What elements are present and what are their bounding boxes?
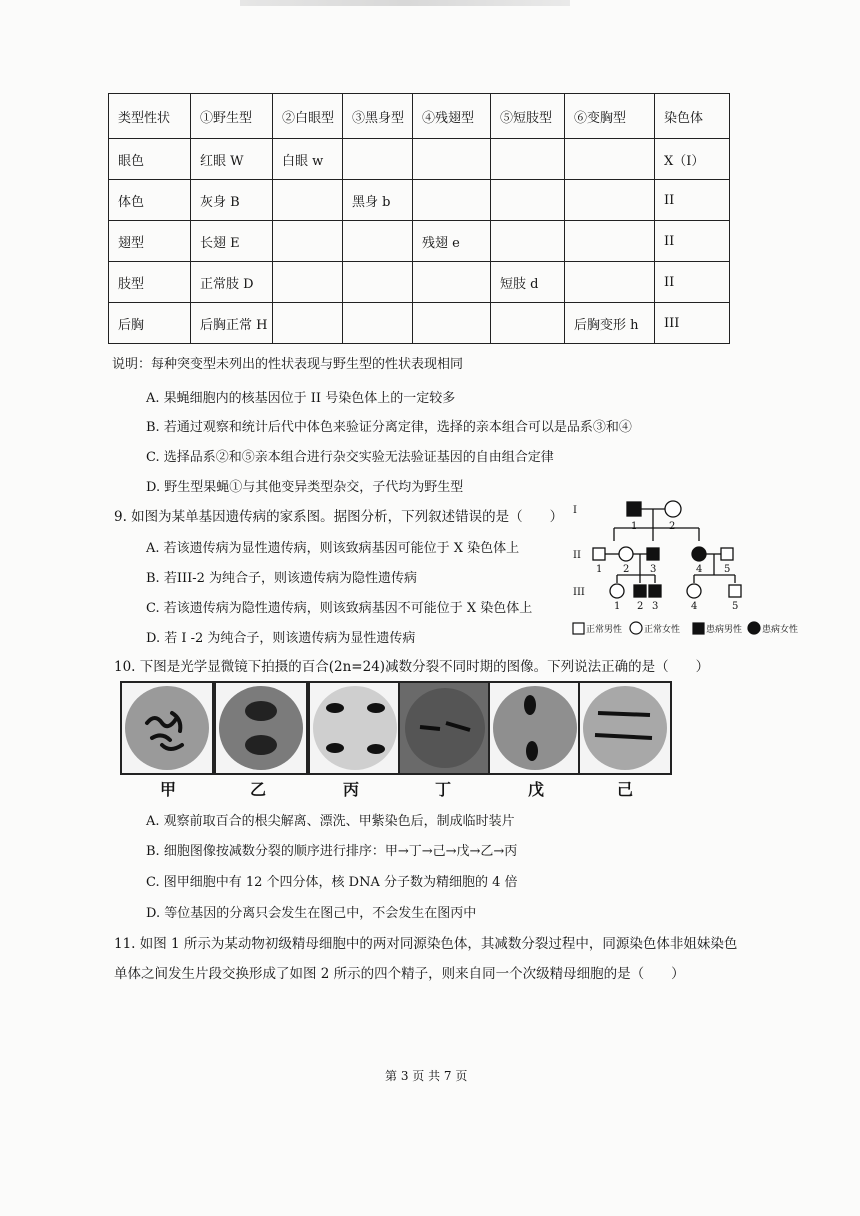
table-cell bbox=[343, 262, 413, 303]
gen2-number: 1 bbox=[596, 564, 603, 575]
table-cell bbox=[491, 139, 565, 180]
table-cell: 后胸变形 h bbox=[565, 303, 655, 344]
legend-affected-female-icon bbox=[748, 622, 760, 634]
legend-label: 患病女性 bbox=[762, 625, 799, 635]
gen3-number: 4 bbox=[691, 601, 698, 612]
table-cell bbox=[565, 262, 655, 303]
table-row bbox=[109, 221, 730, 262]
table-cell bbox=[413, 180, 491, 221]
table-cell: II bbox=[655, 262, 730, 303]
i2-normal-female bbox=[665, 501, 681, 517]
gen2-number: 4 bbox=[696, 564, 703, 575]
legend-label: 正常女性 bbox=[644, 625, 681, 635]
micrograph-yi bbox=[214, 681, 308, 775]
caption-ji: 己 bbox=[617, 780, 634, 799]
generation-label-iii: III bbox=[573, 587, 585, 598]
legend-normal-male-icon bbox=[573, 623, 584, 634]
table-cell bbox=[491, 180, 565, 221]
table-row bbox=[109, 262, 730, 303]
table-cell: 翅型 bbox=[109, 221, 191, 262]
table-cell: 后胸 bbox=[109, 303, 191, 344]
gen1-number: 1 bbox=[631, 521, 638, 532]
q10-option-b: B. 细胞图像按减数分裂的顺序进行排序：甲→丁→己→戊→乙→丙 bbox=[146, 844, 518, 859]
q8-option-b: B. 若通过观察和统计后代中体色来验证分离定律，选择的亲本组合可以是品系③和④ bbox=[146, 420, 632, 435]
table-cell: 正常肢 D bbox=[191, 262, 273, 303]
table-header-cell: ②白眼型 bbox=[273, 94, 343, 139]
table-cell bbox=[565, 221, 655, 262]
legend-label: 正常男性 bbox=[586, 625, 623, 635]
table-row bbox=[109, 139, 730, 180]
micrograph-bing bbox=[308, 681, 402, 775]
iii3-affected-male bbox=[649, 585, 661, 597]
table-cell: X（I） bbox=[655, 139, 730, 180]
iii2-affected-male bbox=[634, 585, 646, 597]
top-scan-residue bbox=[240, 0, 570, 6]
table-row bbox=[109, 180, 730, 221]
micrograph-ji bbox=[578, 681, 672, 775]
ii3-affected-male bbox=[647, 548, 659, 560]
table-cell: 后胸正常 H bbox=[191, 303, 273, 344]
q9-option-b: B. 若III-2 为纯合子，则该遗传病为隐性遗传病 bbox=[146, 571, 418, 586]
table-cell: 眼色 bbox=[109, 139, 191, 180]
ii5-normal-male bbox=[721, 548, 733, 560]
table-header-cell: ⑤短肢型 bbox=[491, 94, 565, 139]
table-cell bbox=[565, 180, 655, 221]
iii5-normal-male bbox=[729, 585, 741, 597]
table-cell bbox=[413, 139, 491, 180]
table-cell bbox=[565, 139, 655, 180]
table-note: 说明：每种突变型未列出的性状表现与野生型的性状表现相同 bbox=[112, 357, 464, 372]
q9-stem: 9. 如图为某单基因遗传病的家系图。据图分析，下列叙述错误的是（ ） bbox=[114, 509, 564, 525]
legend-affected-male-icon bbox=[693, 623, 704, 634]
q10-option-c: C. 图甲细胞中有 12 个四分体，核 DNA 分子数为精细胞的 4 倍 bbox=[146, 875, 518, 890]
q11-line-2: 单体之间发生片段交换形成了如图 2 所示的四个精子，则来自同一个次级精母细胞的是（ ） bbox=[114, 966, 685, 982]
page-footer: 第 3 页 共 7 页 bbox=[385, 1069, 468, 1083]
q10-stem: 10. 下图是光学显微镜下拍摄的百合(2n=24)减数分裂不同时期的图像。下列说法正确的是（ ） bbox=[114, 659, 710, 675]
iii1-normal-female bbox=[610, 584, 624, 598]
table-header-cell: ④残翅型 bbox=[413, 94, 491, 139]
legend-label: 患病男性 bbox=[706, 625, 743, 635]
table-cell: II bbox=[655, 221, 730, 262]
table-cell: 短肢 d bbox=[491, 262, 565, 303]
table-header-cell: 类型性状 bbox=[109, 94, 191, 139]
table-cell bbox=[413, 262, 491, 303]
gen3-number: 5 bbox=[732, 601, 739, 612]
gen1-number: 2 bbox=[669, 521, 676, 532]
q10-option-d: D. 等位基因的分离只会发生在图己中，不会发生在图丙中 bbox=[146, 906, 477, 921]
caption-yi: 乙 bbox=[250, 780, 267, 799]
table-header-cell: ①野生型 bbox=[191, 94, 273, 139]
legend-normal-female-icon bbox=[630, 622, 642, 634]
micrograph-ding bbox=[398, 681, 492, 775]
table-cell: 白眼 w bbox=[273, 139, 343, 180]
table-cell: II bbox=[655, 180, 730, 221]
table-cell: 灰身 B bbox=[191, 180, 273, 221]
q8-option-a: A. 果蝇细胞内的核基因位于 II 号染色体上的一定较多 bbox=[146, 391, 456, 406]
table-cell bbox=[343, 139, 413, 180]
mutant-traits-table bbox=[108, 93, 730, 344]
gen3-number: 3 bbox=[652, 601, 659, 612]
table-header-cell: ③黑身型 bbox=[343, 94, 413, 139]
table-cell bbox=[273, 180, 343, 221]
generation-label-i: I bbox=[573, 505, 577, 516]
q9-option-d: D. 若 I -2 为纯合子，则该遗传病为显性遗传病 bbox=[146, 631, 416, 646]
table-cell: 长翅 E bbox=[191, 221, 273, 262]
table-cell bbox=[413, 303, 491, 344]
table-cell: 黑身 b bbox=[343, 180, 413, 221]
generation-label-ii: II bbox=[573, 550, 581, 561]
table-header-cell: ⑥变胸型 bbox=[565, 94, 655, 139]
q9-option-c: C. 若该遗传病为隐性遗传病，则该致病基因不可能位于 X 染色体上 bbox=[146, 601, 533, 616]
i1-affected-male bbox=[627, 502, 641, 516]
gen2-number: 3 bbox=[650, 564, 657, 575]
table-row bbox=[109, 303, 730, 344]
table-header-cell: 染色体 bbox=[655, 94, 730, 139]
gen3-number: 2 bbox=[637, 601, 644, 612]
micrograph-wu bbox=[488, 681, 582, 775]
caption-ding: 丁 bbox=[435, 780, 452, 799]
pedigree-chart bbox=[568, 495, 818, 645]
table-cell: III bbox=[655, 303, 730, 344]
caption-jia: 甲 bbox=[160, 780, 177, 799]
table-cell bbox=[491, 221, 565, 262]
q11-line-1: 11. 如图 1 所示为某动物初级精母细胞中的两对同源染色体，其减数分裂过程中，同源染色体非姐妹染色 bbox=[114, 936, 738, 952]
table-header-row bbox=[109, 94, 730, 139]
caption-wu: 戊 bbox=[528, 780, 545, 799]
table-cell: 红眼 W bbox=[191, 139, 273, 180]
ii1-normal-male bbox=[593, 548, 605, 560]
table-cell bbox=[343, 221, 413, 262]
gen2-number: 5 bbox=[724, 564, 731, 575]
table-cell bbox=[491, 303, 565, 344]
table-cell bbox=[273, 303, 343, 344]
table-cell bbox=[343, 303, 413, 344]
micrograph-jia bbox=[120, 681, 214, 775]
caption-bing: 丙 bbox=[343, 780, 360, 799]
table-cell: 肢型 bbox=[109, 262, 191, 303]
table-cell bbox=[273, 221, 343, 262]
table-cell: 体色 bbox=[109, 180, 191, 221]
gen3-number: 1 bbox=[614, 601, 621, 612]
q9-option-a: A. 若该遗传病为显性遗传病，则该致病基因可能位于 X 染色体上 bbox=[146, 541, 520, 556]
iii4-normal-female bbox=[687, 584, 701, 598]
ii4-affected-female bbox=[692, 547, 706, 561]
table-cell bbox=[273, 262, 343, 303]
gen2-number: 2 bbox=[623, 564, 630, 575]
q10-option-a: A. 观察前取百合的根尖解离、漂洗、甲紫染色后，制成临时装片 bbox=[146, 814, 515, 829]
q8-option-d: D. 野生型果蝇①与其他变异类型杂交，子代均为野生型 bbox=[146, 480, 464, 495]
table-cell: 残翅 e bbox=[413, 221, 491, 262]
q8-option-c: C. 选择品系②和⑤亲本组合进行杂交实验无法验证基因的自由组合定律 bbox=[146, 450, 554, 465]
ii2-normal-female bbox=[619, 547, 633, 561]
